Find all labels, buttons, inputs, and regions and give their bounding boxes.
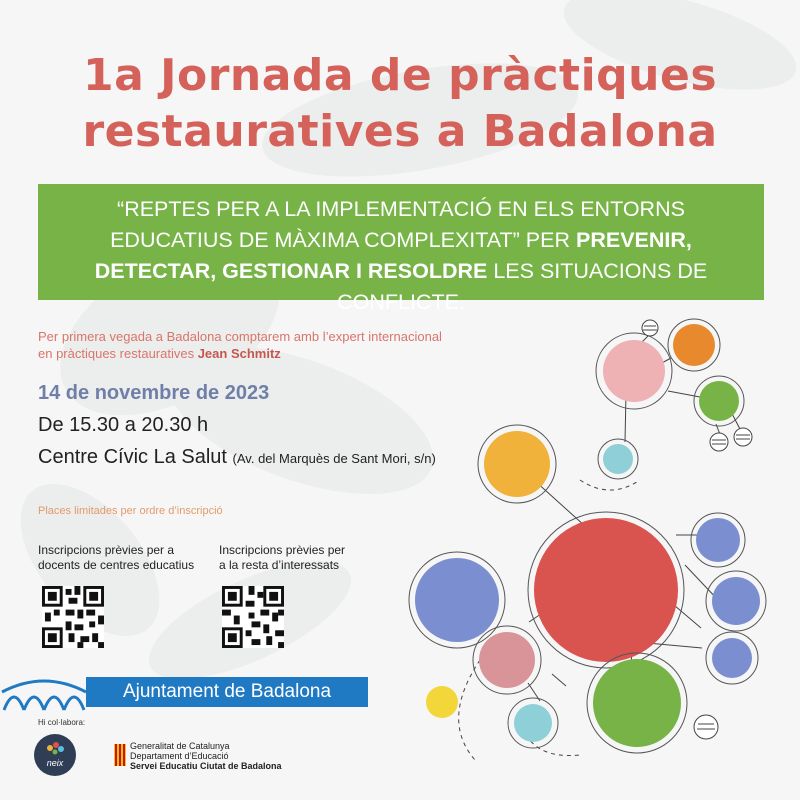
registration-others <box>219 543 379 573</box>
registration-teachers-line2: docents de centres educatius <box>38 558 195 572</box>
hatched-node <box>642 320 658 336</box>
network-illustration <box>380 300 800 800</box>
hatched-node <box>710 433 728 451</box>
node-green-large <box>593 659 681 747</box>
generalitat-text <box>130 741 282 771</box>
network-nodes <box>409 319 766 753</box>
expert-name: Jean Schmitz <box>197 346 281 361</box>
node-pink <box>603 340 665 402</box>
places-note: Places limitades per ordre d’inscripció <box>38 505 223 517</box>
banner-bold: PREVENIR, DETECTAR, GESTIONAR I RESOLDRE <box>94 228 692 283</box>
neix-dots-icon <box>34 734 76 776</box>
node-blue-right-3 <box>712 638 752 678</box>
node-blue-right-2 <box>712 577 760 625</box>
node-yellow-small <box>426 686 458 718</box>
event-date: 14 de novembre de 2023 <box>38 382 270 404</box>
venue-name: Centre Cívic La Salut <box>38 446 227 468</box>
registration-teachers <box>38 543 218 573</box>
node-pink-left <box>479 632 535 688</box>
event-time: De 15.30 a 20.30 h <box>38 414 209 436</box>
node-teal-top <box>603 444 633 474</box>
gencat-line-1: Generalitat de Catalunya <box>130 741 230 751</box>
node-red-center <box>534 518 678 662</box>
dashed-arc <box>580 480 640 490</box>
title-line-2: restauratives a Badalona <box>82 106 718 157</box>
intro-body: Per primera vegada a Badalona comptarem amb l’expert internacional en pràctiques restauratives <box>38 329 442 361</box>
page-title <box>0 48 800 160</box>
venue-address: (Av. del Marquès de Sant Mori, s/n) <box>232 451 436 466</box>
node-orange <box>673 324 715 366</box>
banner-text-1: “REPTES PER A LA IMPLEMENTACIÓ EN ELS ENTORNS EDUCATIUS DE MÀXIMA COMPLEXITAT” PER <box>110 197 685 252</box>
registration-others-line1: Inscripcions prèvies per <box>219 543 346 557</box>
node-blue-right-1 <box>696 518 740 562</box>
banner-text-2: LES SITUACIONS DE CONFLICTE. <box>337 259 708 314</box>
neix-logo <box>34 734 76 776</box>
neix-label: neix <box>46 758 64 768</box>
gencat-line-3: Servei Educatiu Ciutat de Badalona <box>130 761 282 771</box>
gencat-line-2: Departament d’Educació <box>130 751 229 761</box>
title-line-1: 1a Jornada de pràctiques <box>82 50 718 101</box>
node-green-small <box>699 381 739 421</box>
collaborators-label: Hi col·labora: <box>38 718 86 727</box>
registration-teachers-line1: Inscripcions prèvies per a <box>38 543 175 557</box>
subtitle-banner <box>38 184 764 314</box>
ajuntament-banner: Ajuntament de Badalona <box>86 677 368 707</box>
node-teal-bottom <box>514 704 552 742</box>
qr-code-teachers[interactable] <box>42 586 104 648</box>
node-blue-large <box>415 558 499 642</box>
hatched-node <box>694 715 718 739</box>
ajuntament-logo <box>0 670 88 714</box>
registration-others-line2: a la resta d’interessats <box>219 558 340 572</box>
node-yellow-large <box>484 431 550 497</box>
network-link <box>552 674 566 686</box>
hatched-node <box>734 428 752 446</box>
qr-code-others[interactable] <box>222 586 284 648</box>
generalitat-logo <box>114 744 126 766</box>
event-venue <box>38 446 436 469</box>
